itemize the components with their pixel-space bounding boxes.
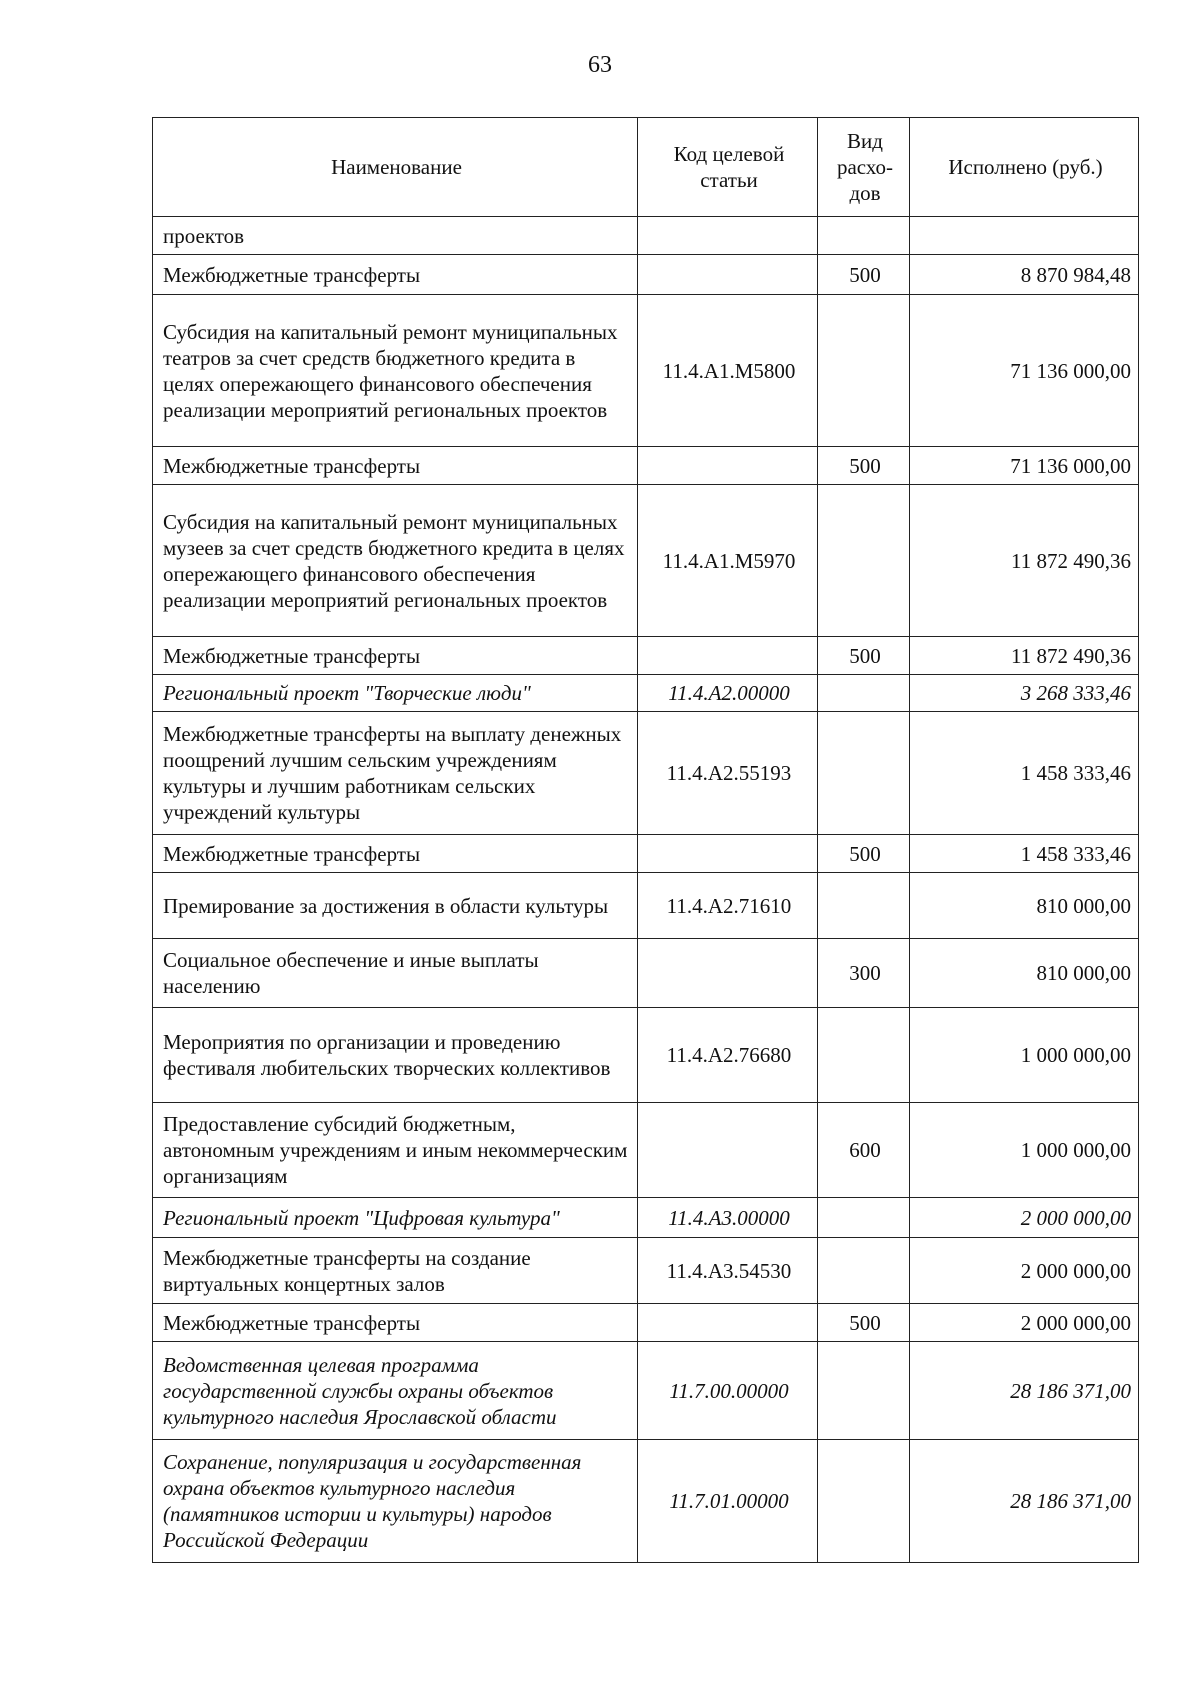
row-code: 11.4.A1.M5800 <box>638 295 818 447</box>
row-type <box>818 675 910 712</box>
row-code: 11.4.A3.54530 <box>638 1238 818 1304</box>
row-amount: 11 872 490,36 <box>910 637 1139 675</box>
row-type: 500 <box>818 447 910 485</box>
row-name: Ведомственная целевая программа государственной службы охраны объектов культурного наследия Ярославской области <box>153 1342 638 1440</box>
row-amount: 71 136 000,00 <box>910 447 1139 485</box>
table-body <box>153 217 1139 1563</box>
row-type <box>818 1440 910 1563</box>
row-name: Межбюджетные трансферты <box>153 255 638 295</box>
row-amount: 1 000 000,00 <box>910 1008 1139 1103</box>
row-type <box>818 1342 910 1440</box>
budget-table <box>152 117 1139 1563</box>
row-type: 500 <box>818 835 910 873</box>
row-amount: 28 186 371,00 <box>910 1342 1139 1440</box>
row-type <box>818 712 910 835</box>
row-name: Субсидия на капитальный ремонт муниципальных музеев за счет средств бюджетного кредита в целях опережающего финансового обеспечения реализации мероприятий региональных проектов <box>153 485 638 637</box>
table-header-row <box>153 118 1139 217</box>
header-code: Код целевой статьи <box>638 118 818 217</box>
table-row <box>153 1008 1139 1103</box>
table-row <box>153 447 1139 485</box>
row-type: 600 <box>818 1103 910 1198</box>
row-type <box>818 217 910 255</box>
row-amount: 2 000 000,00 <box>910 1198 1139 1238</box>
row-code <box>638 447 818 485</box>
row-name: Мероприятия по организации и проведению фестиваля любительских творческих коллективов <box>153 1008 638 1103</box>
row-name: Межбюджетные трансферты на создание виртуальных концертных залов <box>153 1238 638 1304</box>
header-name: Наименование <box>153 118 638 217</box>
row-amount: 8 870 984,48 <box>910 255 1139 295</box>
row-code <box>638 637 818 675</box>
row-name: проектов <box>153 217 638 255</box>
row-name: Социальное обеспечение и иные выплаты населению <box>153 939 638 1008</box>
table-row <box>153 485 1139 637</box>
row-type <box>818 1198 910 1238</box>
row-type <box>818 1008 910 1103</box>
row-amount: 11 872 490,36 <box>910 485 1139 637</box>
row-code <box>638 217 818 255</box>
row-type: 300 <box>818 939 910 1008</box>
table-row <box>153 712 1139 835</box>
row-amount: 2 000 000,00 <box>910 1304 1139 1342</box>
header-type: Вид расхо-дов <box>818 118 910 217</box>
row-amount <box>910 217 1139 255</box>
row-code: 11.4.A1.M5970 <box>638 485 818 637</box>
table-row <box>153 675 1139 712</box>
row-type <box>818 873 910 939</box>
row-name: Предоставление субсидий бюджетным, автономным учреждениям и иным некоммерческим организациям <box>153 1103 638 1198</box>
table-row <box>153 295 1139 447</box>
row-amount: 810 000,00 <box>910 873 1139 939</box>
row-amount: 3 268 333,46 <box>910 675 1139 712</box>
row-code <box>638 1103 818 1198</box>
row-code <box>638 835 818 873</box>
table-row <box>153 1342 1139 1440</box>
row-code: 11.7.00.00000 <box>638 1342 818 1440</box>
page-number: 63 <box>588 52 612 78</box>
row-name: Региональный проект "Цифровая культура" <box>153 1198 638 1238</box>
row-name: Региональный проект "Творческие люди" <box>153 675 638 712</box>
row-amount: 28 186 371,00 <box>910 1440 1139 1563</box>
row-code: 11.4.A3.00000 <box>638 1198 818 1238</box>
row-type <box>818 485 910 637</box>
row-amount: 1 000 000,00 <box>910 1103 1139 1198</box>
row-name: Межбюджетные трансферты <box>153 835 638 873</box>
row-amount: 1 458 333,46 <box>910 712 1139 835</box>
row-code <box>638 1304 818 1342</box>
row-type: 500 <box>818 637 910 675</box>
row-code: 11.4.A2.00000 <box>638 675 818 712</box>
table-row <box>153 1304 1139 1342</box>
row-amount: 810 000,00 <box>910 939 1139 1008</box>
row-type: 500 <box>818 1304 910 1342</box>
table-row <box>153 939 1139 1008</box>
row-code: 11.4.A2.76680 <box>638 1008 818 1103</box>
row-name: Межбюджетные трансферты на выплату денежных поощрений лучшим сельским учреждениям культуры и лучшим работникам сельских учреждений культуры <box>153 712 638 835</box>
row-amount: 2 000 000,00 <box>910 1238 1139 1304</box>
row-type <box>818 1238 910 1304</box>
table-row <box>153 1238 1139 1304</box>
row-name: Межбюджетные трансферты <box>153 637 638 675</box>
table-row <box>153 1440 1139 1563</box>
row-code: 11.7.01.00000 <box>638 1440 818 1563</box>
row-type: 500 <box>818 255 910 295</box>
row-name: Межбюджетные трансферты <box>153 1304 638 1342</box>
row-code: 11.4.A2.71610 <box>638 873 818 939</box>
row-name: Сохранение, популяризация и государственная охрана объектов культурного наследия (памятников истории и культуры) народов Российской Федерации <box>153 1440 638 1563</box>
row-name: Премирование за достижения в области культуры <box>153 873 638 939</box>
row-amount: 71 136 000,00 <box>910 295 1139 447</box>
row-code <box>638 939 818 1008</box>
row-code <box>638 255 818 295</box>
table-row <box>153 835 1139 873</box>
table-row <box>153 637 1139 675</box>
table-row <box>153 873 1139 939</box>
table-row <box>153 1198 1139 1238</box>
table-row <box>153 255 1139 295</box>
row-amount: 1 458 333,46 <box>910 835 1139 873</box>
row-code: 11.4.A2.55193 <box>638 712 818 835</box>
header-amount: Исполнено (руб.) <box>910 118 1139 217</box>
row-name: Субсидия на капитальный ремонт муниципальных театров за счет средств бюджетного кредита в целях опережающего финансового обеспечения реализации мероприятий региональных проектов <box>153 295 638 447</box>
row-type <box>818 295 910 447</box>
table-row <box>153 217 1139 255</box>
table-row <box>153 1103 1139 1198</box>
row-name: Межбюджетные трансферты <box>153 447 638 485</box>
